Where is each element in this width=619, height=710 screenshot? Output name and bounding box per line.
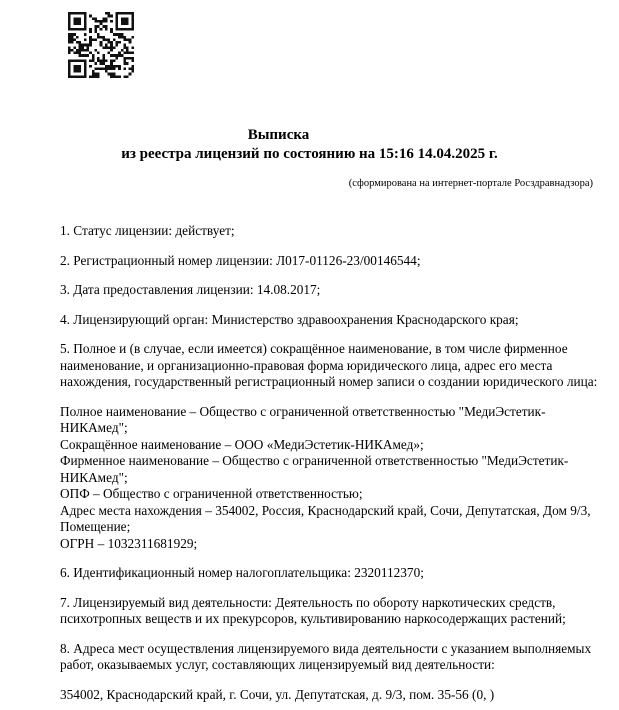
paragraph-inn: 6. Идентификационный номер налогоплательщика: 2320112370; <box>60 565 424 580</box>
paragraph-addresses-intro: 8. Адреса мест осуществления лицензируемого вида деятельности с указанием выполняемых работ, оказываемых услуг, составляющих лицензируемый вид деятельности: <box>60 640 592 672</box>
page-title <box>0 126 619 164</box>
paragraph-activity-address: 354002, Краснодарский край, г. Сочи, ул. Депутатская, д. 9/3, пом. 35-56 (0, ) <box>60 686 495 702</box>
org-brand-name: Фирменное наименование – Общество с ограниченной ответственностью "МедиЭстетик-НИКАмед"; <box>60 453 569 485</box>
qr-code-icon <box>68 12 134 78</box>
paragraph-grant-date: 3. Дата предоставления лицензии: 14.08.2017; <box>60 282 321 297</box>
paragraph-licensing-authority: 4. Лицензирующий орган: Министерство здравоохранения Краснодарского края; <box>60 311 519 327</box>
formed-on-portal-note: (сформирована на интернет-портале Росздравнадзора) <box>348 178 593 189</box>
document-body <box>60 223 603 703</box>
paragraph-licensed-activity: 7. Лицензируемый вид деятельности: Деятельность по обороту наркотических средств, психотропных веществ и их прекурсоров, культивированию наркосодержащих растений; <box>60 594 566 626</box>
paragraph-org-intro: 5. Полное и (в случае, если имеется) сокращённое наименование, в том числе фирменное наименование, и организационно-правовая форма юридического лица, адрес его места нахождения, государственный регистрационный номер записи о создании юридического лица: <box>60 341 598 389</box>
org-ogrn: ОГРН – 1032311681929; <box>60 535 198 551</box>
page-title-line-2: из реестра лицензий по состоянию на 15:16 14.04.2025 г. <box>121 146 498 162</box>
page-title-line-1: Выписка <box>247 127 310 143</box>
paragraph-license-status: 1. Статус лицензии: действует; <box>60 223 235 238</box>
org-details-block <box>60 404 603 553</box>
org-legal-form: ОПФ – Общество с ограниченной ответственностью; <box>60 486 363 501</box>
paragraph-registration-number: 2. Регистрационный номер лицензии: Л017-01126-23/00146544; <box>60 252 421 268</box>
org-short-name: Сокращённое наименование – ООО «МедиЭстетик-НИКАмед»; <box>60 436 424 452</box>
org-full-name: Полное наименование – Общество с ограниченной ответственностью "МедиЭстетик-НИКАмед"; <box>60 403 546 435</box>
org-address: Адрес места нахождения – 354002, Россия, Краснодарский край, Сочи, Депутатская, Дом 9/3, Помещение; <box>60 502 591 534</box>
